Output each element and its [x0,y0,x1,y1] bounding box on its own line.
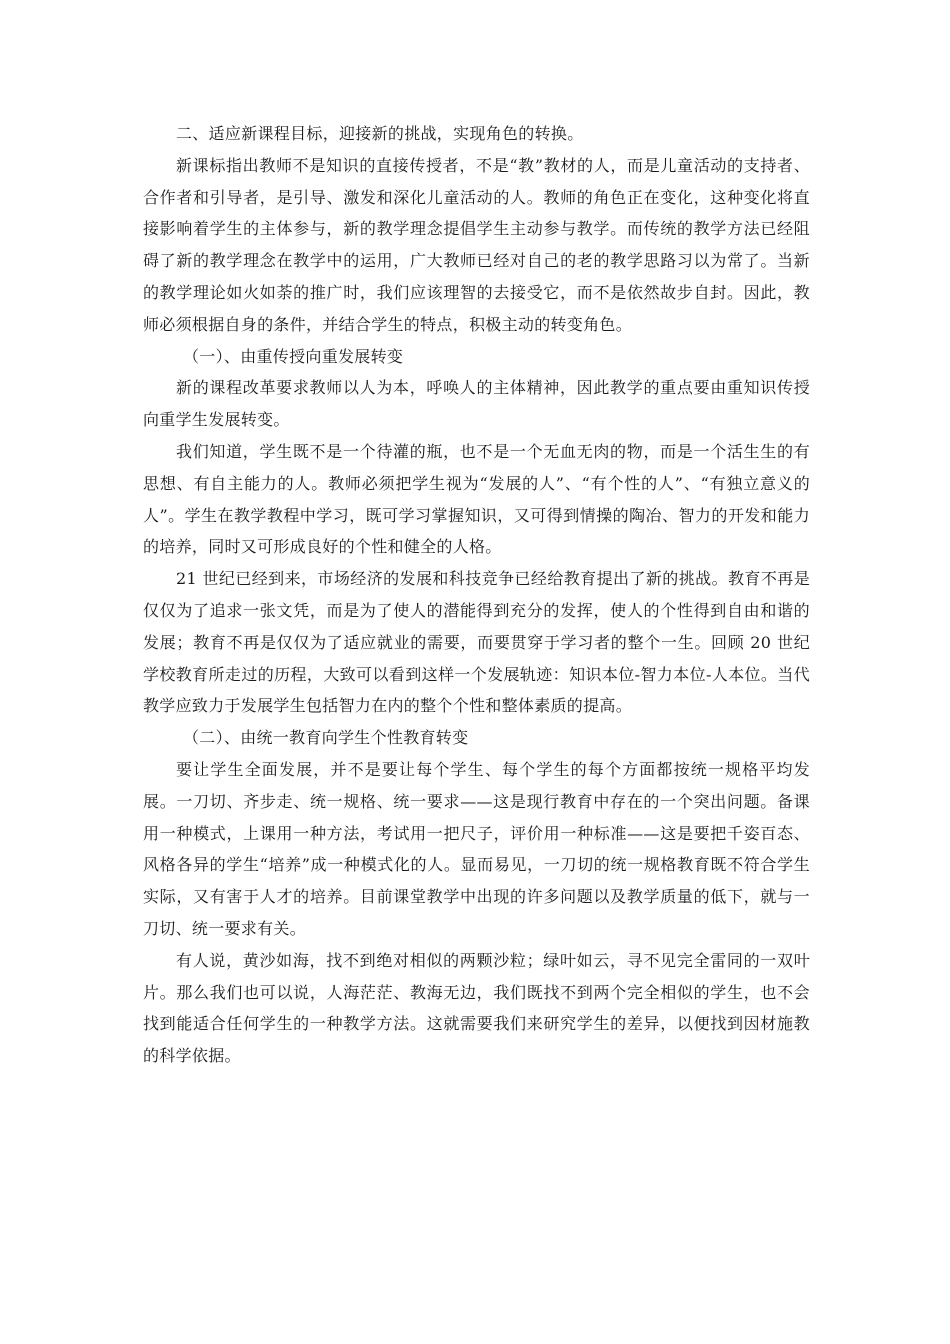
paragraph-uniform-education: 要让学生全面发展，并不是要让每个学生、每个学生的每个方面都按统一规格平均发展。一刀切、齐步走、统一规格、统一要求——这是现行教育中存在的一个突出问题。备课用一种模式，上课用一种方法，考试用一把尺子，评价用一种标准——这是要把千姿百态、风格各异的学生“培养”成一种模式化的人。显而易见，一刀切的统一规格教育既不符合学生实际，又有害于人才的培养。目前课堂教学中出现的许多问题以及教学质量的低下，就与一刀切、统一要求有关。 [143,759,810,938]
paragraph-student-as-person: 我们知道，学生既不是一个待灌的瓶，也不是一个无血无肉的物，而是一个活生生的有思想、有自主能力的人。教师必须把学生视为“发展的人”、“有个性的人”、“有独立意义的人”。学生在教学教程中学习，既可学习掌握知识，又可得到情操的陶冶、智力的开发和能力的培养，同时又可形成良好的个性和健全的人格。 [143,441,810,557]
paragraph-teacher-role: 新课标指出教师不是知识的直接传授者，不是“教”教材的人，而是儿童活动的支持者、合作者和引导者，是引导、激发和深化儿童活动的人。教师的角色正在变化，这种变化将直接影响着学生的主体参与，新的教学理念提倡学生主动参与教学。而传统的教学方法已经阻碍了新的教学理念在教学中的运用，广大教师已经对自己的老的教学思路习以为常了。当新的教学理论如火如荼的推广时，我们应该理智的去接受它，而不是依然故步自封。因此，教师必须根据自身的条件，并结合学生的特点，积极主动的转变角色。 [143,155,810,334]
section-title: 二、适应新课程目标，迎接新的挑战，实现角色的转换。 [176,124,584,143]
subsection-title-2: （二）、由统一教育向学生个性教育转变 [183,728,469,748]
paragraph-curriculum-reform: 新的课程改革要求教师以人为本，呼唤人的主体精神，因此教学的重点要由重知识传授向重学生发展转变。 [143,378,810,430]
subsection-title-1: （一）、由重传授向重发展转变 [183,346,404,366]
paragraph-student-differences: 有人说，黄沙如海，找不到绝对相似的两颗沙粒；绿叶如云，寻不见完全雷同的一双叶片。那么我们也可以说，人海茫茫、教海无边，我们既找不到两个完全相似的学生，也不会找到能适合任何学生的一种教学方法。这就需要我们来研究学生的差异，以便找到因材施教的科学依据。 [143,950,810,1066]
document-body [143,118,810,1072]
paragraph-21st-century: 21 世纪已经到来，市场经济的发展和科技竞争已经给教育提出了新的挑战。教育不再是仅仅为了追求一张文凭，而是为了使人的潜能得到充分的发挥，使人的个性得到自由和谐的发展；教育不再是仅仅为了适应就业的需要，而要贯穿于学习者的整个一生。回顾 20 世纪学校教育所走过的历程，大致可以看到这样一个发展轨迹：知识本位-智力本位-人本位。当代教学应致力于发展学生包括智力在内的整个个性和整体素质的提高。 [143,569,810,716]
